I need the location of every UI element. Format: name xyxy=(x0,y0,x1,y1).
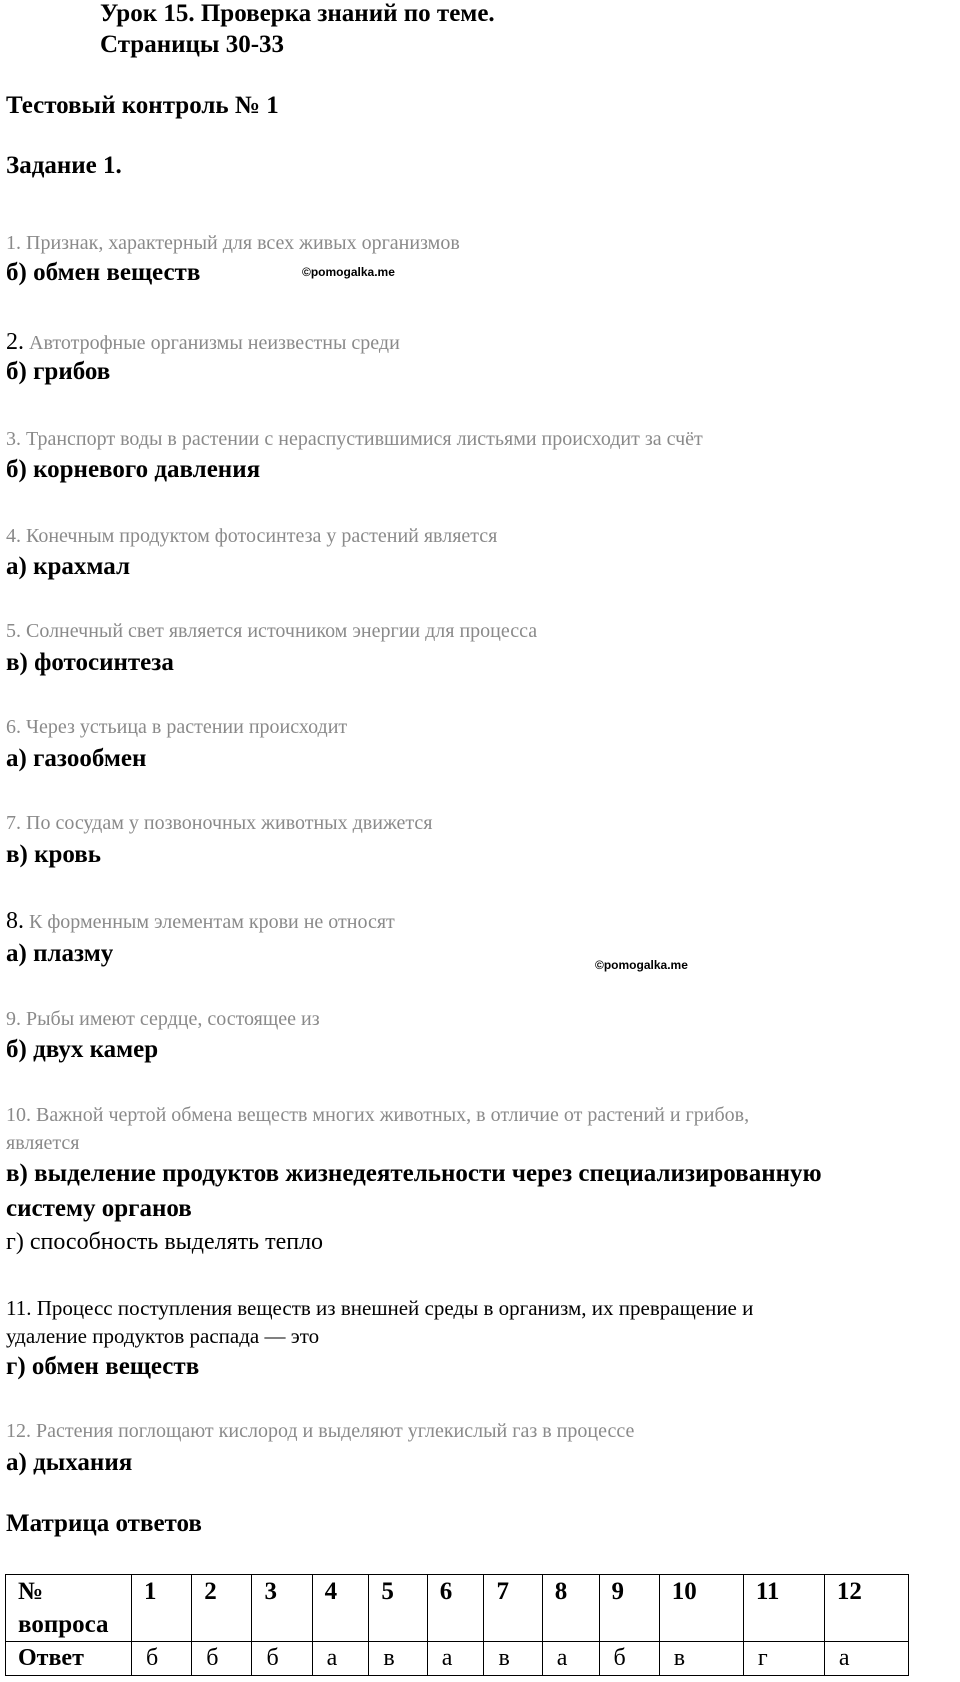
matrix-number: 5 xyxy=(369,1575,427,1642)
answer-7: в) кровь xyxy=(6,841,101,868)
matrix-number: 9 xyxy=(599,1575,659,1642)
answer-6: а) газообмен xyxy=(6,745,147,772)
matrix-answer: а xyxy=(542,1642,599,1676)
matrix-answer: в xyxy=(484,1642,542,1676)
matrix-number: 10 xyxy=(659,1575,743,1642)
matrix-row-numbers xyxy=(6,1575,909,1642)
matrix-answer: б xyxy=(132,1642,192,1676)
matrix-number: 3 xyxy=(252,1575,312,1642)
question-3: 3. Транспорт воды в растении с нераспустившимися листьями происходит за счёт xyxy=(6,428,703,450)
matrix-number: 12 xyxy=(824,1575,908,1642)
question-10-line2: является xyxy=(6,1132,80,1154)
matrix-number: 4 xyxy=(312,1575,369,1642)
matrix-label-line2: вопроса xyxy=(18,1611,109,1638)
question-6: 6. Через устьица в растении происходит xyxy=(6,716,348,738)
matrix-answer: а xyxy=(824,1642,908,1676)
answer-10-line2: систему органов xyxy=(6,1195,192,1222)
matrix-number: 7 xyxy=(484,1575,542,1642)
question-text: К форменным элементам крови не относят xyxy=(24,911,395,933)
matrix-title: Матрица ответов xyxy=(6,1510,202,1537)
answer-matrix xyxy=(5,1574,909,1676)
matrix-answer-label: Ответ xyxy=(6,1642,132,1676)
matrix-answer: б xyxy=(252,1642,312,1676)
matrix-number: 6 xyxy=(427,1575,484,1642)
matrix-answer: б xyxy=(599,1642,659,1676)
matrix-number: 11 xyxy=(743,1575,824,1642)
watermark: ©pomogalka.me xyxy=(302,265,395,279)
answer-9: б) двух камер xyxy=(6,1036,159,1063)
question-number: 2. xyxy=(6,329,24,355)
pages-title: Страницы 30-33 xyxy=(100,31,285,58)
question-9: 9. Рыбы имеют сердце, состоящее из xyxy=(6,1008,320,1030)
answer-10-extra: г) способность выделять тепло xyxy=(6,1229,324,1255)
answer-10-line1: в) выделение продуктов жизнедеятельности через специализированную xyxy=(6,1160,822,1187)
question-number: 8. xyxy=(6,908,24,934)
answer-12: а) дыхания xyxy=(6,1449,133,1476)
answer-1: б) обмен веществ xyxy=(6,259,201,286)
question-11-line1: 11. Процесс поступления веществ из внешней среды в организм, их превращение и xyxy=(6,1296,754,1320)
matrix-answer: в xyxy=(659,1642,743,1676)
question-4: 4. Конечным продуктом фотосинтеза у растений является xyxy=(6,525,498,547)
matrix-number: 1 xyxy=(132,1575,192,1642)
matrix-row-answers xyxy=(6,1642,909,1676)
question-10-line1: 10. Важной чертой обмена веществ многих животных, в отличие от растений и грибов, xyxy=(6,1104,750,1126)
watermark: ©pomogalka.me xyxy=(595,958,688,972)
answer-8: а) плазму xyxy=(6,940,114,967)
answer-3: б) корневого давления xyxy=(6,456,261,483)
matrix-answer: б xyxy=(192,1642,252,1676)
matrix-answer: г xyxy=(743,1642,824,1676)
question-11-line2: удаление продуктов распада — это xyxy=(6,1324,320,1348)
answer-11: г) обмен веществ xyxy=(6,1353,200,1380)
answer-4: а) крахмал xyxy=(6,553,130,580)
lesson-title: Урок 15. Проверка знаний по теме. xyxy=(100,0,495,27)
answer-5: в) фотосинтеза xyxy=(6,649,174,676)
matrix-answer: а xyxy=(427,1642,484,1676)
section-title: Тестовый контроль № 1 xyxy=(6,92,279,119)
question-text: Автотрофные организмы неизвестны среди xyxy=(24,332,400,354)
question-7: 7. По сосудам у позвоночных животных движется xyxy=(6,812,433,834)
answer-2: б) грибов xyxy=(6,358,111,385)
matrix-label-line1: № xyxy=(18,1578,44,1605)
question-8 xyxy=(6,908,395,935)
question-2 xyxy=(6,329,400,356)
question-5: 5. Солнечный свет является источником энергии для процесса xyxy=(6,620,538,642)
question-1: 1. Признак, характерный для всех живых организмов xyxy=(6,232,460,254)
matrix-answer: а xyxy=(312,1642,369,1676)
matrix-number: 2 xyxy=(192,1575,252,1642)
matrix-number: 8 xyxy=(542,1575,599,1642)
question-12: 12. Растения поглощают кислород и выделяют углекислый газ в процессе xyxy=(6,1420,635,1442)
matrix-row-label xyxy=(6,1575,132,1642)
task-title: Задание 1. xyxy=(6,152,122,179)
matrix-answer: в xyxy=(369,1642,427,1676)
